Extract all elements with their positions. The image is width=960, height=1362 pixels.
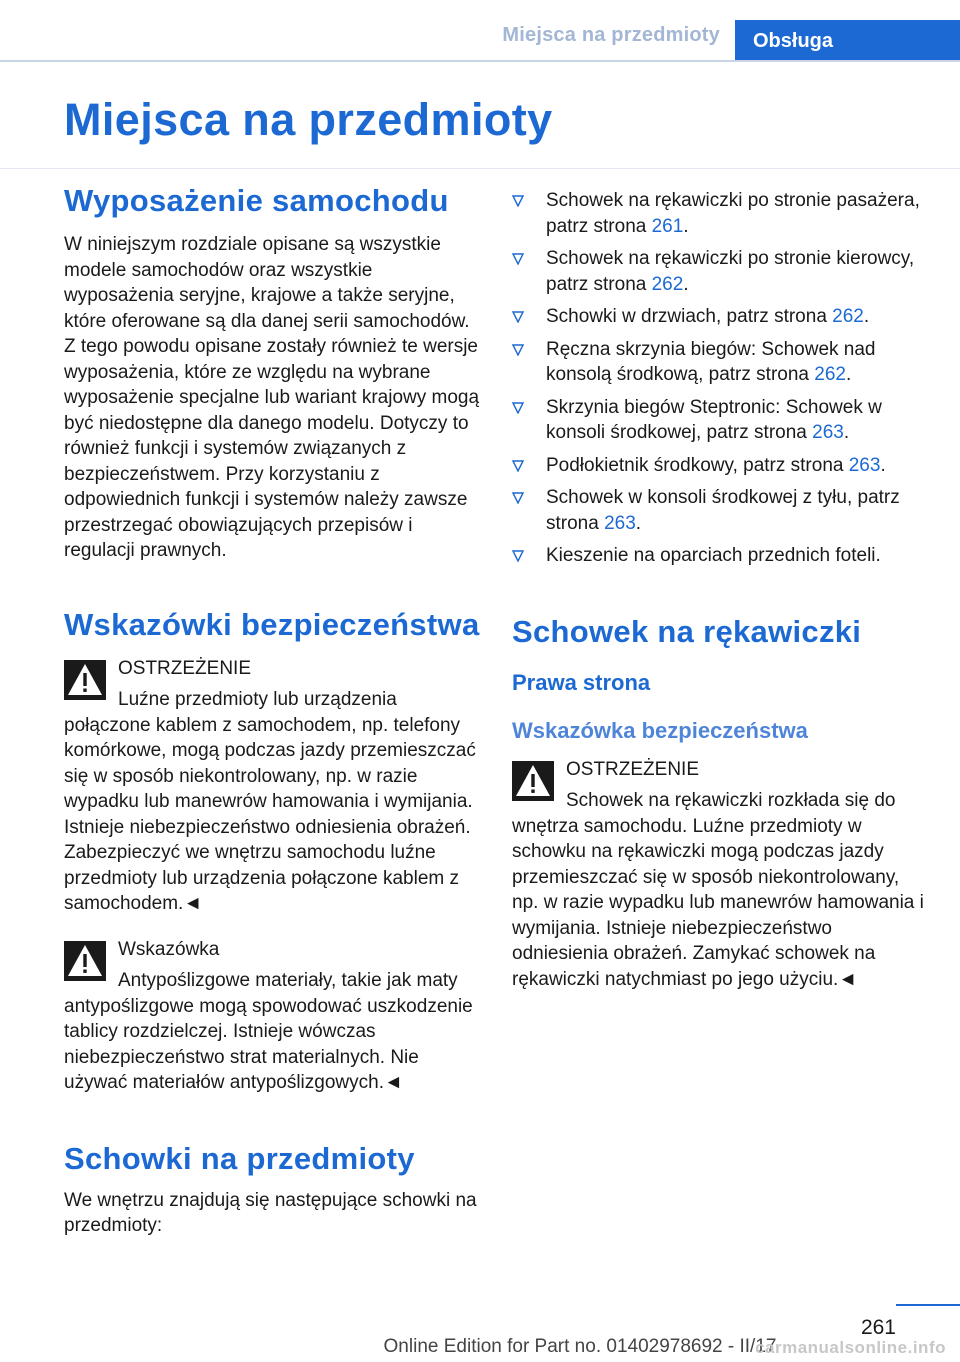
page-link[interactable]: 263	[848, 454, 881, 476]
list-item-text: Podłokietnik środkowy, patrz strona	[546, 454, 849, 476]
page-link[interactable]: 262	[814, 364, 846, 385]
list-item-end: .	[863, 306, 870, 327]
list-item-text: Ręczna skrzynia biegów: Schowek nad konsolą środkową, patrz strona	[546, 338, 876, 385]
storage-paragraph: We wnętrzu znajdują się następujące schowki na przedmioty:	[64, 1189, 477, 1236]
left-column	[64, 180, 480, 1239]
glovebox-warning-text: Schowek na rękawiczki rozkłada się do wnętrza samochodu. Luźne przedmioty w schowku na rękawiczki mogą podczas jazdy przemieszczać się w sposób niekontrolowany, np. w razie wypadku lub manewrów hamowania i wymijania. Istnieje niebezpieczeństwo odniesienia obrażeń. Zamykać schowek na rękawiczki natychmiast po jego użyciu.◄	[512, 790, 924, 990]
warning-title: OSTRZEŻENIE	[118, 657, 252, 679]
list-item	[512, 453, 928, 479]
warning-triangle-icon	[64, 941, 106, 981]
warning-triangle-icon	[512, 761, 554, 801]
edition-text: Online Edition for Part no. 01402978692 - II/17	[383, 1336, 777, 1357]
page-link[interactable]: 262	[832, 306, 864, 327]
header-chapter-tab[interactable]: Obsługa	[735, 20, 960, 62]
page-number: 261	[860, 1316, 896, 1339]
subheading-right-side: Prawa strona	[512, 669, 651, 695]
list-item-end: .	[635, 512, 642, 534]
header-rule	[0, 60, 960, 62]
list-item-end: .	[880, 454, 886, 476]
glovebox-warning-title: OSTRZEŻENIE	[566, 758, 700, 780]
list-item-text: Schowek na rękawiczki po stronie kierowcy, patrz strona	[546, 248, 915, 295]
heading-glovebox: Schowek na rękawiczki	[512, 613, 862, 649]
page-link[interactable]: 261	[651, 215, 684, 237]
heading-equipment: Wyposażenie samochodu	[64, 183, 449, 218]
footer-rule	[896, 1304, 960, 1306]
list-item-end: .	[683, 215, 689, 237]
list-item	[512, 543, 928, 569]
list-item	[512, 485, 928, 536]
list-item-end: .	[683, 273, 689, 295]
list-item	[512, 337, 928, 388]
list-item-end: .	[845, 364, 852, 385]
list-item	[512, 188, 928, 239]
header-section-title: Miejsca na przedmioty	[502, 24, 720, 46]
title-divider	[0, 168, 960, 169]
note-title: Wskazówka	[118, 938, 220, 960]
page-link[interactable]: 263	[604, 512, 636, 534]
note-text: Antypoślizgowe materiały, takie jak maty antypoślizgowe mogą spowodować uszkodzenie tablicy rozdzielczej. Istnieje wówczas niebezpieczeństwo strat materialnych. Nie używać materiałów antypoślizgowych.◄	[64, 970, 473, 1093]
triangle-bullet-icon	[512, 344, 524, 356]
right-column	[512, 180, 928, 992]
equipment-paragraph: W niniejszym rozdziale opisane są wszystkie modele samochodów oraz wszystkie wyposażenia seryjne, krajowe a także seryjne, które oferowane są dla danej serii samochodów. Z tego powodu opisane zostały również te wersje wyposażenia, które ze względu na wybrane wyposażenie specjalne lub wariant krajowy mogą być niedostępne dla danego modelu. Dotyczy to również funkcji i systemów związanych z bezpieczeństwem. Przy korzystaniu z odpowiednich funkcji i systemów należy zawsze przestrzegać obowiązujących przepisów i regulacji prawnych.	[64, 234, 480, 561]
warning-triangle-icon	[64, 660, 106, 700]
triangle-bullet-icon	[512, 492, 524, 504]
list-item-text: Schowek w konsoli środkowej z tyłu, patrz strona	[546, 487, 900, 534]
list-item-end: .	[843, 422, 850, 443]
page-link[interactable]: 262	[651, 273, 684, 295]
list-item	[512, 304, 928, 330]
triangle-bullet-icon	[512, 402, 524, 414]
list-item-text: Schowek na rękawiczki po stronie pasażera, patrz strona	[546, 190, 920, 237]
triangle-bullet-icon	[512, 311, 524, 323]
glovebox-warning-block	[512, 757, 928, 993]
triangle-bullet-icon	[512, 195, 524, 207]
storage-list	[512, 188, 928, 569]
heading-safety: Wskazówki bezpieczeństwa	[64, 606, 480, 642]
list-item-text: Skrzynia biegów Steptronic: Schowek w konsoli środkowej, patrz strona	[546, 396, 882, 443]
watermark: carmanualsonline.info	[755, 1338, 946, 1357]
note-block	[64, 937, 480, 1096]
list-item	[512, 395, 928, 446]
warning-block	[64, 656, 480, 917]
heading-storage: Schowki na przedmioty	[64, 1140, 415, 1176]
triangle-bullet-icon	[512, 550, 524, 562]
triangle-bullet-icon	[512, 460, 524, 472]
warning-text: Luźne przedmioty lub urządzenia połączone kablem z samochodem, np. telefony komórkowe, mogą podczas jazdy przemieszczać się w sposób niekontrolowany, np. w razie wypadku lub manewrów hamowania i wymijania. Istnieje niebezpieczeństwo odniesienia obrażeń. Zabezpieczyć we wnętrzu samochodu luźne przedmioty lub urządzenia połączone kablem z samochodem.◄	[64, 689, 476, 914]
list-item	[512, 246, 928, 297]
list-item-text: Schowki w drzwiach, patrz strona	[546, 306, 833, 327]
page-link[interactable]: 263	[812, 422, 844, 443]
page-title: Miejsca na przedmioty	[64, 94, 553, 145]
triangle-bullet-icon	[512, 253, 524, 265]
subheading-safety-note: Wskazówka bezpieczeństwa	[512, 717, 808, 743]
list-item-text: Kieszenie na oparciach przednich foteli.	[546, 545, 881, 566]
